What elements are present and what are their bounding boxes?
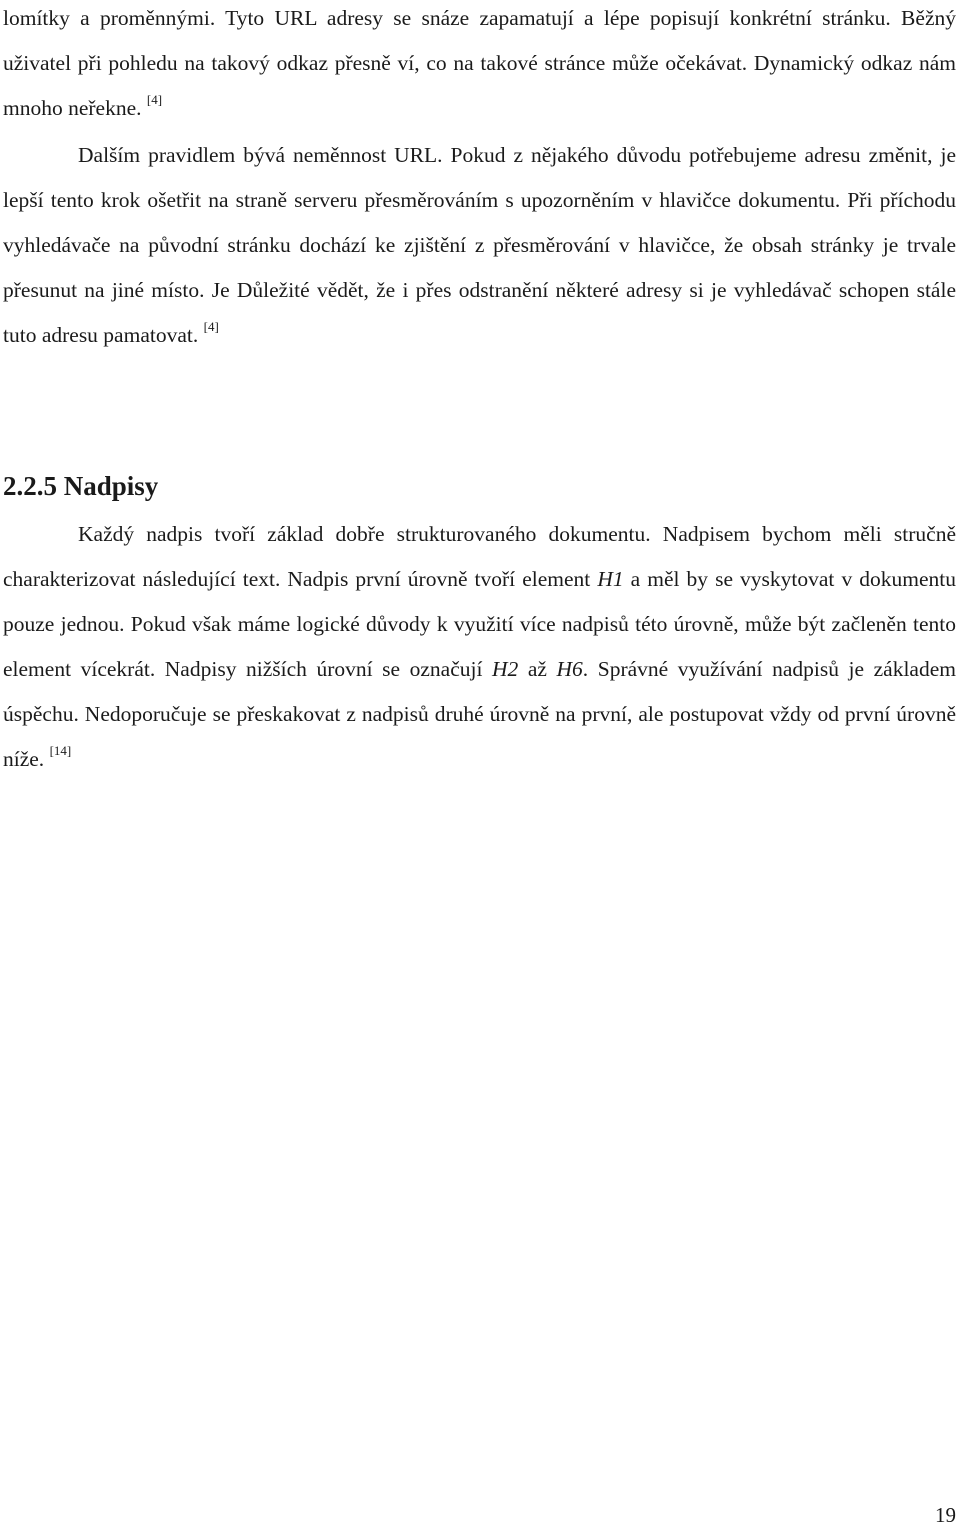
element-name: H1 — [597, 567, 624, 591]
paragraph-text: lomítky a proměnnými. Tyto URL adresy se snáze zapamatují a lépe popisují konkrétní stránku. Běžný uživatel při pohledu na takový odkaz přesně ví, co na takové stránce může očekávat. Dynamický odkaz nám mnoho neřekne. — [3, 6, 956, 120]
paragraph-text: . Správné využívání nadpisů je základem úspěchu. Nedoporučuje se přeskakovat z nadpisů druhé úrovně na první, ale postupovat vždy od první úrovně níže. — [3, 657, 956, 771]
section-heading: 2.2.5 Nadpisy — [3, 471, 159, 501]
paragraph — [3, 133, 956, 360]
paragraph-text: Dalším pravidlem bývá neměnnost URL. Pokud z nějakého důvodu potřebujeme adresu změnit, je lepší tento krok ošetřit na straně serveru přesměrováním s upozorněním v hlavičce dokumentu. Při příchodu vyhledávače na původní stránku dochází ke zjištění z přesměrování v hlavičce, že obsah stránky je trvale přesunut na jiné místo. Je Důležité vědět, že i přes odstranění některé adresy si je vyhledávač schopen stále tuto adresu pamatovat. — [3, 143, 956, 347]
element-name: H6 — [556, 657, 583, 681]
citation-ref: [4] — [203, 319, 219, 334]
paragraph-text: až — [518, 657, 557, 681]
page-number: 19 — [935, 1503, 956, 1527]
paragraph-text: a měl by se vyskytovat v dokumentu pouze jednou. Pokud však máme logické důvody k využití více nadpisů této úrovně, může být začleněn tento element vícekrát. Nadpisy nižších úrovní se označují — [3, 567, 956, 681]
citation-ref: [4] — [146, 92, 163, 107]
paragraph — [3, 0, 956, 133]
citation-ref: [14] — [49, 743, 72, 758]
paragraph-text: Každý nadpis tvoří základ dobře strukturovaného dokumentu. Nadpisem bychom měli stručně charakterizovat následující text. Nadpis první úrovně tvoří element — [3, 522, 956, 591]
paragraph — [3, 512, 956, 784]
document-page — [3, 0, 956, 771]
section-body — [3, 512, 956, 784]
element-name: H2 — [492, 657, 519, 681]
